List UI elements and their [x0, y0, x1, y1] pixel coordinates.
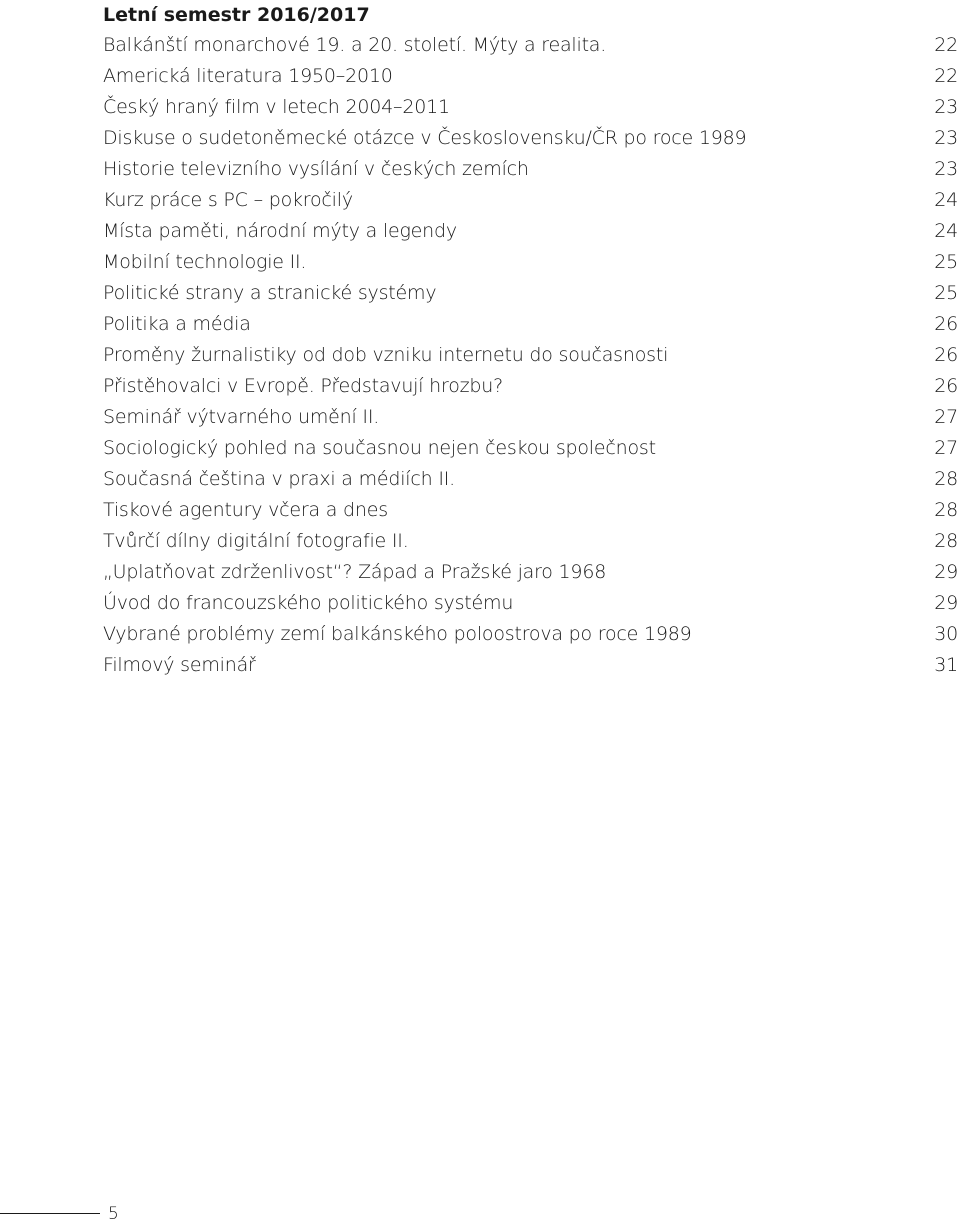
toc-entry-page: 26 [934, 344, 958, 366]
toc-entry-title: Mobilní technologie II. [103, 251, 307, 273]
toc-entry-page: 25 [934, 251, 958, 273]
toc-entry[interactable] [103, 371, 958, 402]
toc-entry-title: Balkánští monarchové 19. a 20. století. Mýty a realita. [103, 34, 607, 56]
toc-entry[interactable] [103, 495, 958, 526]
toc-entry-page: 23 [934, 127, 958, 149]
toc-entry-title: Místa paměti, národní mýty a legendy [103, 220, 457, 242]
toc-entry[interactable] [103, 123, 958, 154]
toc-entry-page: 29 [934, 561, 958, 583]
toc-entry-page: 26 [934, 313, 958, 335]
toc-entry-title: Proměny žurnalistiky od dob vzniku internetu do současnosti [103, 344, 669, 366]
toc-entry-title: Tvůrčí dílny digitální fotografie II. [103, 530, 409, 552]
toc-entry-page: 26 [934, 375, 958, 397]
toc-entry[interactable] [103, 340, 958, 371]
toc-entry-title: Seminář výtvarného umění II. [103, 406, 380, 428]
page-number: 5 [108, 1204, 119, 1224]
toc-entry[interactable] [103, 464, 958, 495]
toc-entry-page: 31 [934, 654, 958, 676]
toc-entry-title: Politika a média [103, 313, 251, 335]
toc-entry[interactable] [103, 309, 958, 340]
toc-entry-page: 22 [934, 65, 958, 87]
toc-entry[interactable] [103, 92, 958, 123]
toc-entry[interactable] [103, 557, 958, 588]
toc-entry-title: Filmový seminář [103, 654, 256, 676]
toc-entry-title: Americká literatura 1950–2010 [103, 65, 393, 87]
toc-entry-title: Politické strany a stranické systémy [103, 282, 437, 304]
toc-entry-title: Přistěhovalci v Evropě. Představují hrozbu? [103, 375, 503, 397]
toc-entry[interactable] [103, 61, 958, 92]
toc-entry-title: Historie televizního vysílání v českých zemích [103, 158, 529, 180]
toc-entry-title: Český hraný film v letech 2004–2011 [103, 96, 450, 118]
toc-entry-title: Současná čeština v praxi a médiích II. [103, 468, 455, 490]
toc-entry[interactable] [103, 402, 958, 433]
toc-entry[interactable] [103, 278, 958, 309]
section-title: Letní semestr 2016/2017 [103, 4, 370, 26]
toc-entry-page: 28 [934, 530, 958, 552]
toc-entry-title: Sociologický pohled na současnou nejen českou společnost [103, 437, 656, 459]
toc-entry-page: 22 [934, 34, 958, 56]
toc-entry[interactable] [103, 588, 958, 619]
toc-entry[interactable] [103, 650, 958, 681]
toc-entry-page: 25 [934, 282, 958, 304]
toc-entry-page: 29 [934, 592, 958, 614]
toc-entry[interactable] [103, 247, 958, 278]
toc-entry[interactable] [103, 30, 958, 61]
toc-entry-page: 28 [934, 468, 958, 490]
toc-entry-page: 24 [934, 220, 958, 242]
toc-entry-page: 28 [934, 499, 958, 521]
toc-entry-page: 27 [934, 406, 958, 428]
toc-entry[interactable] [103, 185, 958, 216]
toc-entry[interactable] [103, 619, 958, 650]
toc-entry-title: Tiskové agentury včera a dnes [103, 499, 388, 521]
toc-entry-page: 24 [934, 189, 958, 211]
toc-entry-page: 23 [934, 96, 958, 118]
toc-entry-page: 30 [934, 623, 958, 645]
toc-entry-page: 27 [934, 437, 958, 459]
toc-entry[interactable] [103, 526, 958, 557]
toc-entry[interactable] [103, 154, 958, 185]
footer-rule [0, 1213, 100, 1214]
toc-entry-title: „Uplatňovat zdrženlivost“? Západ a Pražské jaro 1968 [103, 561, 607, 583]
toc-entry-title: Vybrané problémy zemí balkánského poloostrova po roce 1989 [103, 623, 692, 645]
table-of-contents [103, 30, 958, 681]
toc-entry-title: Diskuse o sudetoněmecké otázce v Československu/ČR po roce 1989 [103, 127, 747, 149]
toc-entry[interactable] [103, 433, 958, 464]
toc-entry[interactable] [103, 216, 958, 247]
toc-entry-page: 23 [934, 158, 958, 180]
toc-entry-title: Úvod do francouzského politického systému [103, 592, 514, 614]
toc-entry-title: Kurz práce s PC – pokročilý [103, 189, 353, 211]
